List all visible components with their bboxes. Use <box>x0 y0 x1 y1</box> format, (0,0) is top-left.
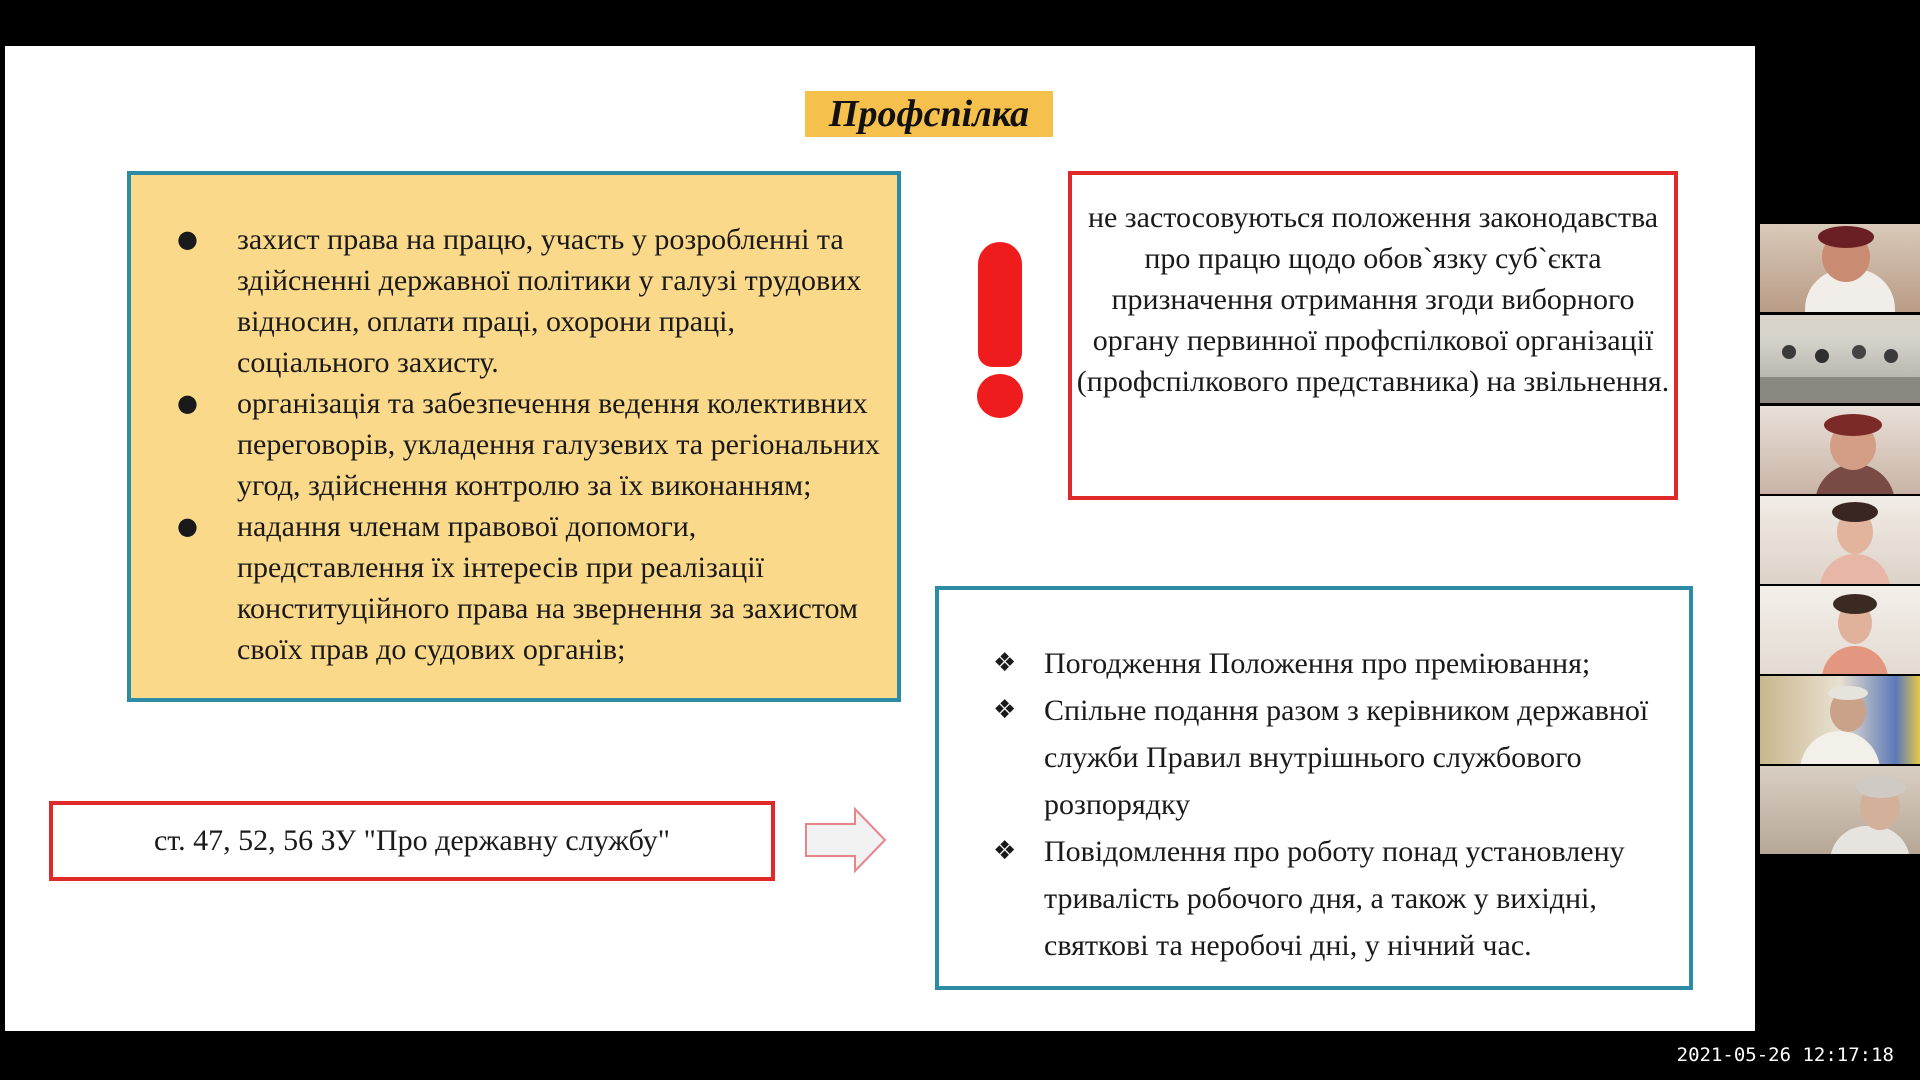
participant-thumbnail[interactable] <box>1760 315 1920 403</box>
union-consent-list <box>939 640 1689 969</box>
participant-thumbnail[interactable] <box>1760 224 1920 312</box>
union-functions-box <box>127 171 901 702</box>
list-item <box>131 383 887 506</box>
exclamation-icon <box>965 242 1035 412</box>
participant-thumbnail[interactable] <box>1760 496 1920 584</box>
list-item-text: захист права на працю, участь у розробленні та здійсненні державної політики у галузі трудових відносин, оплати праці, охорони праці, соціального захисту. <box>237 223 862 379</box>
diamond-bullet-icon: ❖ <box>993 836 1017 866</box>
union-consent-box <box>935 586 1693 990</box>
participant-thumbnail[interactable] <box>1760 586 1920 674</box>
list-item-text: Повідомлення про роботу понад установлену тривалість робочого дня, а також у вихідні, святкові та неробочі дні, у нічний час. <box>1044 835 1625 962</box>
presentation-slide <box>5 46 1755 1031</box>
list-item-text: Погодження Положення про преміювання; <box>1044 647 1591 680</box>
diamond-bullet-icon: ❖ <box>993 648 1017 678</box>
participant-thumbnail[interactable] <box>1760 676 1920 764</box>
diamond-bullet-icon: ❖ <box>993 695 1017 725</box>
list-item-text: Спільне подання разом з керівником державної служби Правил внутрішнього службового розпорядку <box>1044 694 1649 821</box>
list-item <box>939 828 1689 969</box>
bullet-icon: ● <box>177 512 198 540</box>
arrow-right-icon <box>805 807 887 873</box>
bullet-icon: ● <box>177 389 198 417</box>
slide-title: Профспілка <box>805 91 1053 137</box>
union-functions-list <box>131 219 887 670</box>
participant-thumbnail[interactable] <box>1760 406 1920 494</box>
bullet-icon: ● <box>177 225 198 253</box>
list-item <box>131 219 887 383</box>
law-reference-text: ст. 47, 52, 56 ЗУ "Про державну службу" <box>153 824 671 857</box>
dismissal-note-text: не застосовуються положення законодавства про працю щодо обов`язку суб`єкта призначення отримання згоди виборного органу первинної профспілкової організації (профспілкового представника) на звільнення. <box>1076 201 1670 398</box>
participant-thumbnail[interactable] <box>1760 766 1920 854</box>
list-item <box>131 506 887 670</box>
law-reference-box <box>49 801 775 881</box>
dismissal-note-box <box>1068 171 1678 500</box>
list-item-text: організація та забезпечення ведення колективних переговорів, укладення галузевих та регіональних угод, здійснення контролю за їх виконанням; <box>237 387 880 502</box>
list-item-text: надання членам правової допомоги, представлення їх інтересів при реалізації конституційного права на звернення за захистом своїх прав до судових органів; <box>237 510 858 666</box>
list-item <box>939 687 1689 828</box>
recording-timestamp: 2021-05-26 12:17:18 <box>1676 1044 1894 1066</box>
list-item <box>939 640 1689 687</box>
